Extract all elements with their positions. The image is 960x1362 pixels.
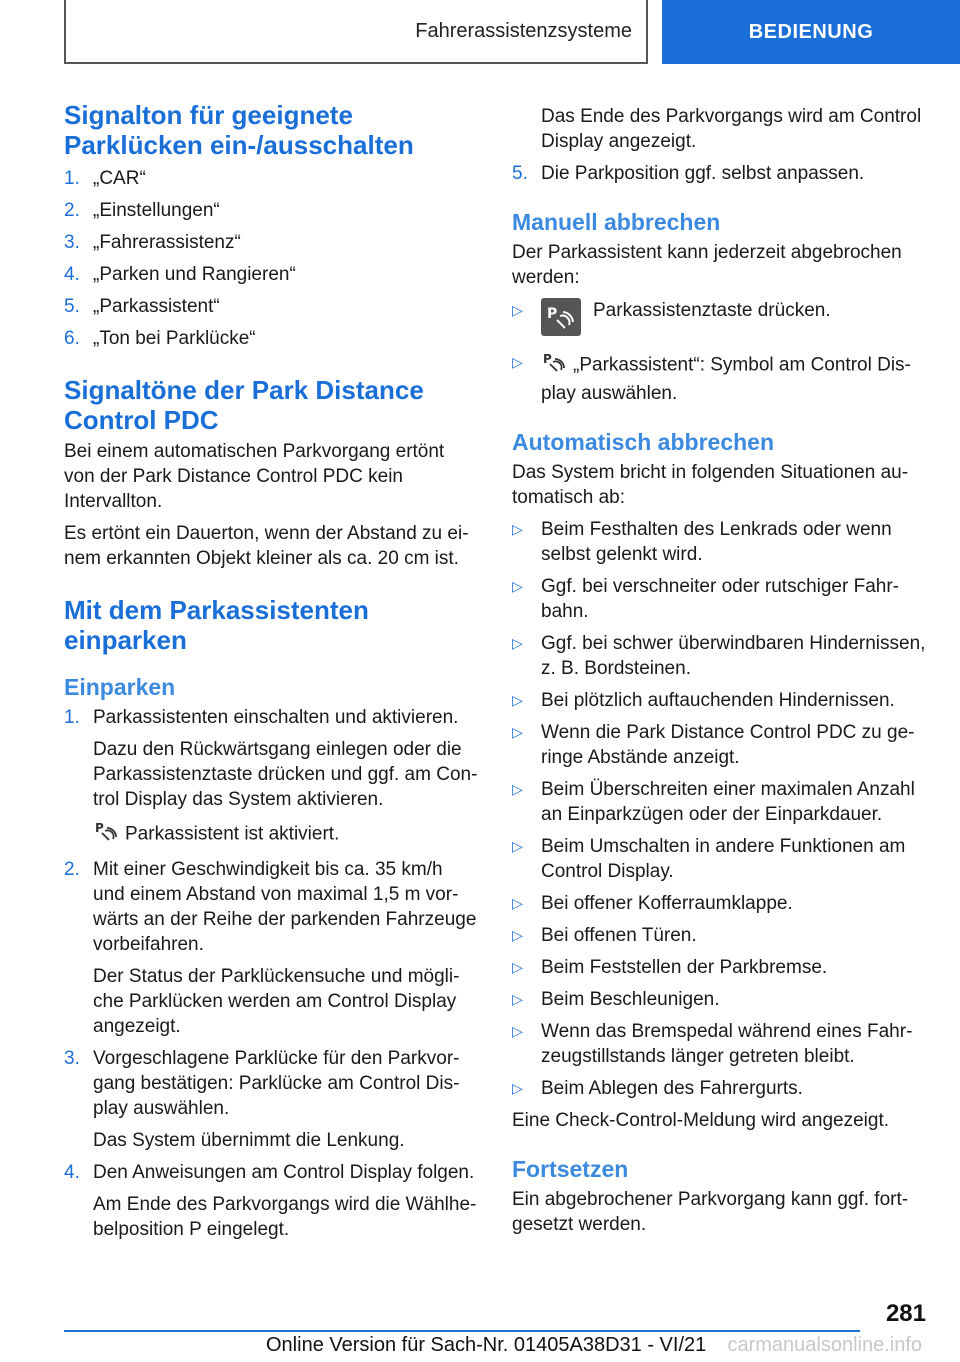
step-number: 3. <box>64 232 80 253</box>
list-item <box>512 955 930 980</box>
list-item <box>512 517 930 567</box>
bullet-triangle-icon: ▷ <box>512 692 523 708</box>
auto-item-text: Wenn die Park Distance Control PDC zu geringe Abstände anzeigt. <box>541 722 915 768</box>
bullet-triangle-icon: ▷ <box>512 1080 523 1096</box>
step-number: 4. <box>64 1162 80 1183</box>
step-number: 5. <box>512 163 528 184</box>
list-item <box>512 574 930 624</box>
paragraph-fortsetzen: Ein abgebrochener Parkvorgang kann ggf. fortgesetzt werden. <box>512 1189 909 1235</box>
watermark: carmanualsonline.info <box>727 1334 922 1356</box>
auto-item-text: Beim Überschreiten einer maximalen Anzahl an Einparkzügen oder der Einparkdauer. <box>541 779 915 825</box>
step-detail: Der Status der Parklückensuche und mögliche Parklücken werden am Control Display angezeigt. <box>93 966 460 1037</box>
bullet-triangle-icon: ▷ <box>512 578 523 594</box>
right-column <box>512 104 930 1237</box>
step-detail: Dazu den Rückwärtsgang einlegen oder die Parkassistenztaste drücken und ggf. am Control Display das System aktivieren. <box>93 739 478 810</box>
list-item <box>512 161 930 186</box>
step-number: 2. <box>64 200 80 221</box>
auto-item-text: Ggf. bei schwer überwindbaren Hindernissen, z. B. Bordsteinen. <box>541 633 926 679</box>
list-item <box>64 166 478 191</box>
bullet-triangle-icon: ▷ <box>512 895 523 911</box>
step-text: „CAR“ <box>93 168 146 189</box>
bullet-triangle-icon: ▷ <box>512 521 523 537</box>
auto-item-text: Bei offenen Türen. <box>541 925 697 946</box>
steps-einparken-cont <box>512 161 930 186</box>
list-item <box>512 350 930 406</box>
manual-item-text: „Parkassistent“: Symbol am Control Display auswählen. <box>541 354 911 404</box>
heading-signaltoene-pdc: Signaltöne der Park Distance Control PDC <box>64 375 424 435</box>
svg-text:P: P <box>547 306 558 322</box>
step-number: 6. <box>64 328 80 349</box>
bullet-triangle-icon: ▷ <box>512 724 523 740</box>
list-item <box>512 1076 930 1101</box>
step-number: 1. <box>64 707 80 728</box>
step-text: Mit einer Geschwindigkeit bis ca. 35 km/h und einem Abstand von maximal 1,5 m vorwärts an der Reihe der parkenden Fahrzeuge vorbeifahren. <box>93 859 477 955</box>
header-chapter: BEDIENUNG <box>662 0 960 64</box>
footer-text: Online Version für Sach-Nr. 01405A38D31 - VI/21 <box>266 1334 707 1356</box>
list-item <box>64 326 478 351</box>
auto-item-text: Bei offener Kofferraumklappe. <box>541 893 793 914</box>
paragraph-check-control: Eine Check-Control-Meldung wird angezeigt. <box>512 1110 890 1131</box>
step-number: 4. <box>64 264 80 285</box>
step-number: 5. <box>64 296 80 317</box>
step-continuation: Das Ende des Parkvorgangs wird am Control Display angezeigt. <box>541 106 922 152</box>
auto-item-text: Beim Umschalten in andere Funktionen am Control Display. <box>541 836 906 882</box>
list-item <box>64 705 478 850</box>
auto-item-text: Wenn das Bremspedal während eines Fahrzeugstillstands länger getreten bleibt. <box>541 1021 913 1067</box>
subheading-fortsetzen: Fortsetzen <box>512 1156 629 1182</box>
list-item <box>512 720 930 770</box>
bullet-triangle-icon: ▷ <box>512 781 523 797</box>
list-item <box>64 230 478 255</box>
step-icon-line <box>93 819 478 850</box>
step-text: Vorgeschlagene Parklücke für den Parkvorgang bestätigen: Parklücke am Control Display auswählen. <box>93 1048 460 1119</box>
park-assist-icon <box>541 350 565 381</box>
step-detail: Am Ende des Parkvorgangs wird die Wählhebelposition P eingelegt. <box>93 1194 477 1240</box>
bullet-triangle-icon: ▷ <box>512 838 523 854</box>
header-section: Fahrerassistenzsysteme <box>64 0 648 64</box>
step-text: „Fahrerassistenz“ <box>93 232 241 253</box>
step-number: 2. <box>64 859 80 880</box>
step-detail: Das System übernimmt die Lenkung. <box>93 1130 405 1151</box>
list-item <box>512 834 930 884</box>
svg-text:P: P <box>543 352 552 366</box>
list-item <box>64 1160 478 1242</box>
heading-signalton: Signalton für geeignete Parklücken ein-/ausschalten <box>64 100 414 160</box>
steps-einparken <box>64 705 478 1242</box>
step-text: „Parken und Rangieren“ <box>93 264 296 285</box>
bullet-triangle-icon: ▷ <box>512 927 523 943</box>
step-number: 1. <box>64 168 80 189</box>
paragraph-dauerton: Es ertönt ein Dauerton, wenn der Abstand zu einem erkannten Objekt kleiner als ca. 20 cm ist. <box>64 523 469 569</box>
paragraph-manuell: Der Parkassistent kann jederzeit abgebrochen werden: <box>512 242 902 288</box>
step-text: „Parkassistent“ <box>93 296 220 317</box>
bullet-triangle-icon: ▷ <box>512 302 523 318</box>
manual-item-text: Parkassistenztaste drücken. <box>593 300 831 321</box>
list-item <box>512 631 930 681</box>
list-item <box>512 923 930 948</box>
auto-item-text: Ggf. bei verschneiter oder rutschiger Fahrbahn. <box>541 576 899 622</box>
step-text: Die Parkposition ggf. selbst anpassen. <box>541 163 865 184</box>
step-icon-text: Parkassistent ist aktiviert. <box>125 823 340 845</box>
bullet-triangle-icon: ▷ <box>512 991 523 1007</box>
auto-item-text: Bei plötzlich auftauchenden Hindernissen. <box>541 690 895 711</box>
auto-item-text: Beim Beschleunigen. <box>541 989 720 1010</box>
subheading-einparken: Einparken <box>64 674 176 700</box>
step-text: „Ton bei Parklücke“ <box>93 328 256 349</box>
svg-text:P: P <box>95 821 104 835</box>
footer-divider <box>64 1330 860 1332</box>
steps-signalton <box>64 166 478 351</box>
list-item <box>512 688 930 713</box>
list-automatisch <box>512 517 930 1101</box>
bullet-triangle-icon: ▷ <box>512 635 523 651</box>
subheading-manuell-abbrechen: Manuell abbrechen <box>512 209 721 235</box>
heading-parkassistent: Mit dem Parkassistenten einparken <box>64 595 369 655</box>
step-number: 3. <box>64 1048 80 1069</box>
page-number: 281 <box>885 1300 926 1327</box>
list-item <box>512 298 930 338</box>
list-item <box>64 262 478 287</box>
bullet-triangle-icon: ▷ <box>512 959 523 975</box>
subheading-automatisch-abbrechen: Automatisch abbrechen <box>512 429 774 455</box>
list-item <box>64 294 478 319</box>
auto-item-text: Beim Ablegen des Fahrergurts. <box>541 1078 803 1099</box>
list-manuell <box>512 298 930 406</box>
auto-item-text: Beim Feststellen der Parkbremse. <box>541 957 828 978</box>
bullet-triangle-icon: ▷ <box>512 1023 523 1039</box>
list-item <box>512 987 930 1012</box>
step-text: Parkassistenten einschalten und aktivieren. <box>93 707 459 728</box>
paragraph-intervallton: Bei einem automatischen Parkvorgang ertönt von der Park Distance Control PDC kein Intervallton. <box>64 441 445 512</box>
list-item <box>512 891 930 916</box>
bullet-triangle-icon: ▷ <box>512 354 523 370</box>
left-column <box>64 100 478 1242</box>
list-item <box>512 777 930 827</box>
list-item <box>64 1046 478 1153</box>
park-assist-button-icon <box>541 298 581 336</box>
park-assist-icon <box>93 819 117 850</box>
step-text: Den Anweisungen am Control Display folgen. <box>93 1162 475 1183</box>
list-item <box>64 857 478 1039</box>
paragraph-automatisch: Das System bricht in folgenden Situationen automatisch ab: <box>512 462 909 508</box>
list-item <box>64 198 478 223</box>
list-item <box>512 1019 930 1069</box>
step-text: „Einstellungen“ <box>93 200 220 221</box>
auto-item-text: Beim Festhalten des Lenkrads oder wenn selbst gelenkt wird. <box>541 519 892 565</box>
